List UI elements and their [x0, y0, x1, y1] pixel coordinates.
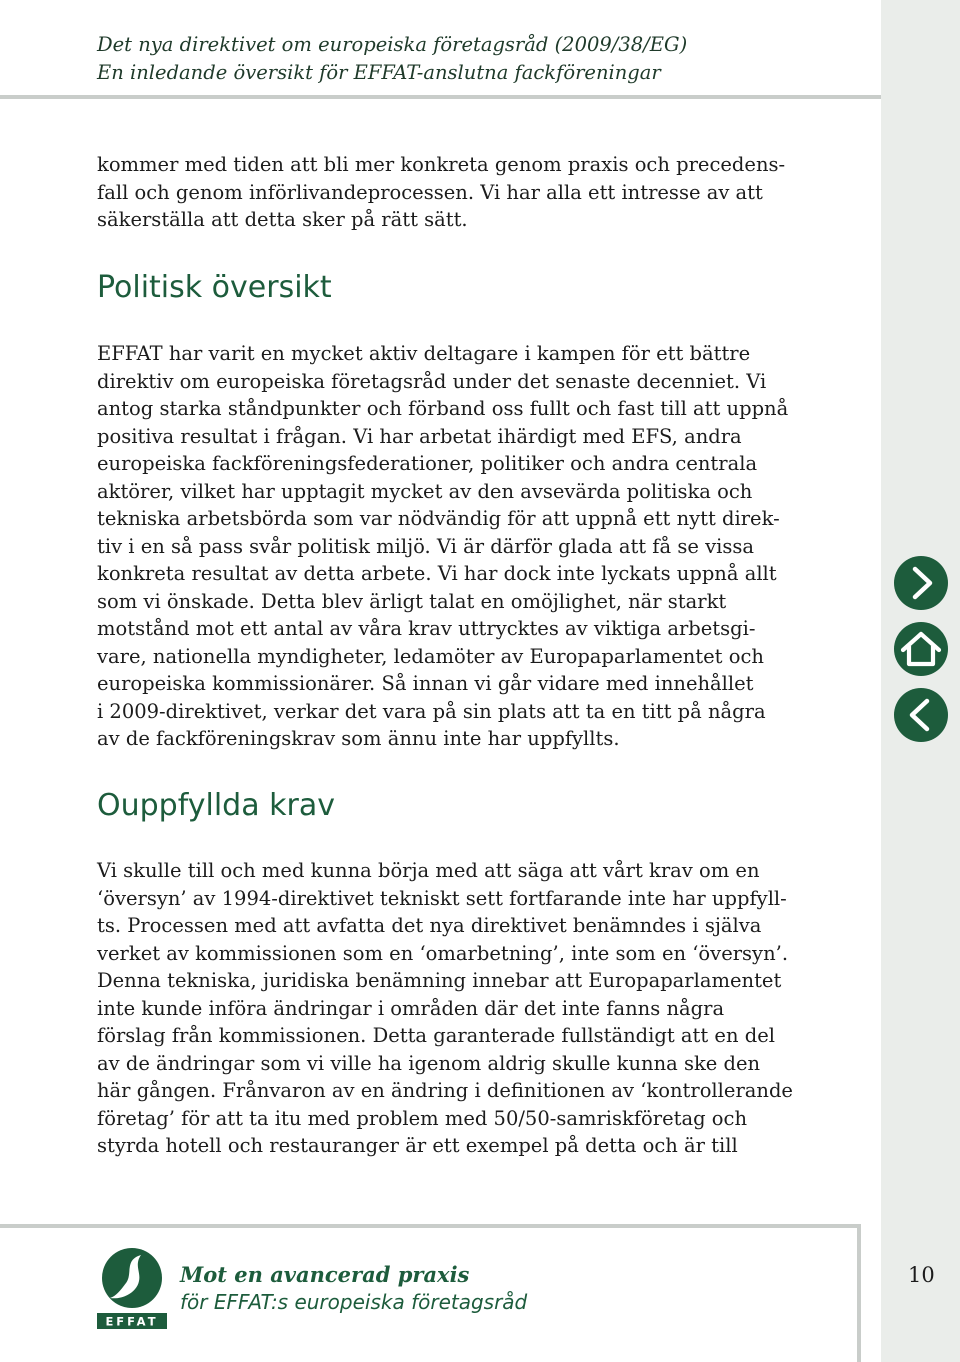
next-page-button[interactable] — [894, 556, 948, 610]
chevron-left-icon — [894, 688, 948, 742]
footer-subtitle: för EFFAT:s europeiska företagsråd — [180, 1290, 528, 1314]
section-paragraph-ouppfyllda — [97, 857, 867, 1160]
previous-page-button[interactable] — [894, 688, 948, 742]
text-line: antog starka ståndpunkter och förband oss fullt och fast till att uppnå — [97, 397, 789, 420]
section-heading-ouppfyllda: Ouppfyllda krav — [97, 788, 335, 823]
text-line: motstånd mot ett antal av våra krav uttrycktes av viktiga arbetsgi- — [97, 617, 756, 640]
text-line: förslag från kommissionen. Detta garanterade fullständigt att en del — [97, 1024, 775, 1047]
text-line: verket av kommissionen som en ‘omarbetning’, inte som en ‘översyn’. — [97, 941, 789, 965]
text-line: konkreta resultat av detta arbete. Vi har dock inte lyckats uppnå allt — [97, 562, 777, 585]
header-title: Det nya direktivet om europeiska företagsråd (2009/38/EG) — [97, 33, 688, 56]
footer-vertical-divider — [857, 1224, 861, 1362]
page-number: 10 — [908, 1263, 935, 1287]
text-line: Denna tekniska, juridiska benämning innebar att Europaparlamentet — [97, 969, 782, 992]
text-line: ts. Processen med att avfatta det nya direktivet benämndes i själva — [97, 914, 762, 937]
page-header — [97, 31, 867, 87]
home-icon — [894, 622, 948, 676]
header-subtitle: En inledande översikt för EFFAT-anslutna fackföreningar — [97, 61, 661, 84]
text-line: säkerställa att detta sker på rätt sätt. — [97, 208, 468, 231]
text-line: styrda hotell och restauranger är ett exempel på detta och är till — [97, 1134, 738, 1157]
text-line: Vi skulle till och med kunna börja med att säga att vårt krav om en — [97, 859, 760, 882]
text-line: positiva resultat i frågan. Vi har arbetat ihärdigt med EFS, andra — [97, 424, 742, 448]
text-line: fall och genom införlivandeprocessen. Vi har alla ett intresse av att — [97, 180, 763, 204]
text-line: EFFAT har varit en mycket aktiv deltagare i kampen för ett bättre — [97, 342, 751, 365]
chevron-right-icon — [894, 556, 948, 610]
intro-paragraph — [97, 151, 867, 234]
svg-text:EFFAT: EFFAT — [105, 1314, 159, 1329]
text-line: av de fackföreningskrav som ännu inte har uppfyllts. — [97, 727, 620, 750]
text-line: inte kunde införa ändringar i områden där det inte fanns några — [97, 996, 725, 1020]
footer-title: Mot en avancerad praxis — [180, 1262, 470, 1287]
text-line: europeiska kommissionärer. Så innan vi går vidare med innehållet — [97, 672, 754, 695]
sidebar-panel — [881, 0, 960, 1362]
home-button[interactable] — [894, 622, 948, 676]
text-line: tiv i en så pass svår politisk miljö. Vi är därför glada att få se vissa — [97, 534, 754, 558]
text-line: kommer med tiden att bli mer konkreta genom praxis och precedens- — [97, 153, 786, 176]
text-line: som vi önskade. Detta blev ärligt talat en omöjlighet, när starkt — [97, 589, 727, 613]
text-line: här gången. Frånvaron av en ändring i definitionen av ‘kontrollerande — [97, 1079, 793, 1102]
text-line: direktiv om europeiska företagsråd under det senaste decenniet. Vi — [97, 369, 767, 393]
text-line: i 2009-direktivet, verkar det vara på sin plats att ta en titt på några — [97, 699, 766, 723]
footer-divider — [0, 1224, 860, 1228]
effat-logo — [97, 1246, 167, 1330]
text-line: av de ändringar som vi ville ha igenom aldrig skulle kunna ske den — [97, 1051, 761, 1075]
text-line: tekniska arbetsbörda som var nödvändig för att uppnå ett nytt direk- — [97, 507, 780, 530]
text-line: ‘översyn’ av 1994-direktivet tekniskt sett fortfarande inte har uppfyll- — [97, 886, 787, 910]
text-line: vare, nationella myndigheter, ledamöter av Europaparlamentet och — [97, 644, 764, 668]
text-line: aktörer, vilket har upptagit mycket av den avsevärda politiska och — [97, 479, 753, 503]
text-line: europeiska fackföreningsfederationer, politiker och andra centrala — [97, 452, 758, 475]
text-line: företag’ för att ta itu med problem med 50/50-samriskföretag och — [97, 1106, 748, 1130]
header-divider — [0, 95, 881, 99]
section-heading-politisk: Politisk översikt — [97, 270, 332, 305]
section-paragraph-politisk — [97, 340, 867, 753]
